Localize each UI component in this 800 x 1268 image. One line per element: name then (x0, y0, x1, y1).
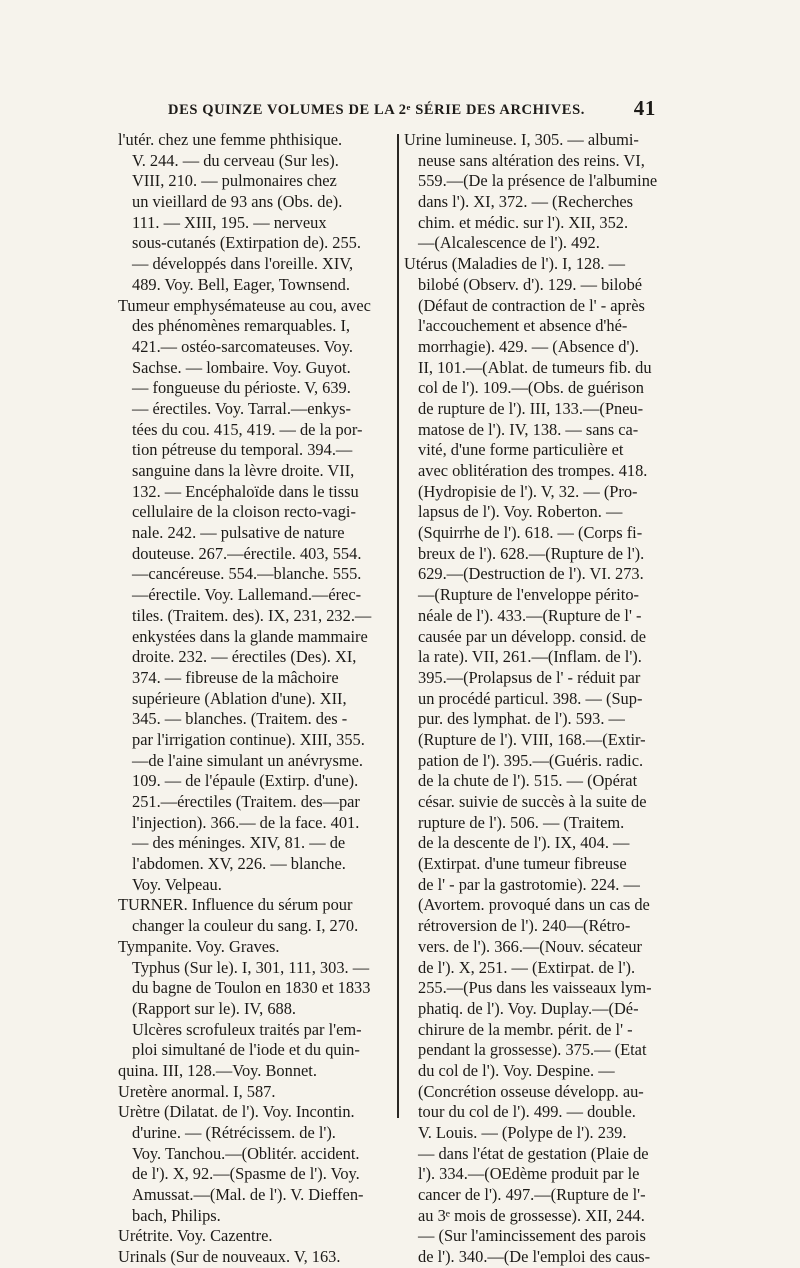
column-divider (397, 134, 399, 1118)
index-line: neuse sans altération des reins. VI, (418, 150, 645, 170)
index-line: rétroversion de l'). 240—(Rétro- (418, 916, 631, 936)
index-line: matose de l'). IV, 138. — sans ca- (418, 419, 639, 439)
index-line: droite. 232. — érectiles (Des). XI, (132, 647, 357, 667)
index-line: — (Sur l'amincissement des parois (418, 1226, 646, 1246)
index-line: quina. III, 128.—Voy. Bonnet. (118, 1060, 317, 1080)
index-line: rupture de l'). 506. — (Traitem. (418, 812, 625, 832)
index-line: (Concrétion osseuse développ. au- (418, 1081, 644, 1101)
index-line: de l'). X, 251. — (Extirpat. de l'). (418, 957, 636, 977)
index-line: de l' - par la gastrotomie). 224. — (418, 874, 640, 894)
index-line: avec oblitération des trompes. 418. (418, 461, 648, 480)
index-line: 132. — Encéphaloïde dans le tissu (132, 481, 359, 501)
index-line: de rupture de l'). III, 133.—(Pneu- (418, 398, 644, 418)
index-line: l'utér. chez une femme phthisique. (118, 130, 343, 149)
index-line: la rate). VII, 261.—(Inflam. de l'). (418, 647, 642, 667)
index-line: bach, Philips. (132, 1205, 221, 1225)
index-line: Urétrite. Voy. Cazentre. (118, 1226, 273, 1246)
index-line: 629.—(Destruction de l'). VI. 273. (418, 564, 644, 584)
index-line: — fongueuse du périoste. V, 639. (132, 378, 351, 398)
index-line: causée par un développ. consid. de (418, 626, 647, 646)
index-line: un vieillard de 93 ans (Obs. de). (132, 192, 343, 212)
index-line: —(Alcalescence de l'). 492. (418, 233, 600, 253)
index-line: vers. de l'). 366.—(Nouv. sécateur (418, 936, 643, 956)
index-line: pur. des lymphat. de l'). 593. — (418, 709, 625, 729)
index-line: pendant la grossesse). 375.— (Etat (418, 1040, 647, 1060)
index-line: chirure de la membr. périt. de l' - (418, 1019, 633, 1039)
index-line: — développés dans l'oreille. XIV, (132, 254, 354, 274)
index-line: cancer de l'). 497.—(Rupture de l'- (418, 1185, 646, 1205)
index-line: au 3ᵉ mois de grossesse). XII, 244. (418, 1205, 645, 1225)
index-line: —(Rupture de l'enveloppe périto- (418, 585, 639, 605)
index-line: breux de l'). 628.—(Rupture de l'). (418, 543, 645, 563)
index-line: douteuse. 267.—érectile. 403, 554. (132, 543, 362, 563)
index-line: enkystées dans la glande mammaire (132, 626, 368, 646)
index-line: 111. — XIII, 195. — nerveux (132, 212, 327, 232)
index-line: ploi simultané de l'iode et du quin- (132, 1040, 360, 1060)
index-line: changer la couleur du sang. I, 270. (132, 916, 359, 936)
index-line: 109. — de l'épaule (Extirp. d'une). (132, 771, 359, 791)
index-line: 255.—(Pus dans les vaisseaux lym- (418, 978, 652, 998)
index-line: TURNER. Influence du sérum pour (118, 895, 353, 915)
index-line: tiles. (Traitem. des). IX, 231, 232.— (132, 605, 372, 625)
index-line: sous-cutanés (Extirpation de). 255. (132, 233, 361, 253)
index-line: (Rapport sur le). IV, 688. (132, 998, 297, 1018)
index-line: cellulaire de la cloison recto-vagi- (132, 502, 356, 522)
index-line: de l'). 340.—(De l'emploi des caus- (418, 1247, 651, 1267)
index-line: du col de l'). Voy. Despine. — (418, 1060, 615, 1080)
index-line: chim. et médic. sur l'). XII, 352. (418, 212, 629, 232)
index-line: Urètre (Dilatat. de l'). Voy. Incontin. (118, 1102, 355, 1122)
index-line: (Squirrhe de l'). 618. — (Corps fi- (418, 523, 643, 543)
index-line: Tympanite. Voy. Graves. (118, 936, 280, 956)
index-line: césar. suivie de succès à la suite de (418, 792, 647, 811)
index-line: 559.—(De la présence de l'albumine (418, 171, 658, 191)
index-line: —érectile. Voy. Lallemand.—érec- (132, 585, 362, 605)
running-header (118, 96, 656, 126)
index-line: l'). 334.—(OEdème produit par le (418, 1164, 640, 1184)
index-line: Voy. Tanchou.—(Oblitér. accident. (132, 1143, 360, 1163)
index-line: 374. — fibreuse de la mâchoire (132, 667, 339, 687)
index-line: l'injection). 366.— de la face. 401. (132, 812, 360, 832)
index-line: d'urine. — (Rétrécissem. de l'). (132, 1123, 336, 1142)
index-line: (Rupture de l'). VIII, 168.—(Extir- (418, 729, 646, 749)
index-line: tour du col de l'). 499. — double. (418, 1102, 636, 1122)
index-line: tées du cou. 415, 419. — de la por- (132, 419, 363, 439)
index-line: Sachse. — lombaire. Voy. Guyot. (132, 357, 351, 377)
index-column-right (404, 130, 676, 1267)
index-line: Amussat.—(Mal. de l'). V. Dieffen- (132, 1185, 364, 1205)
index-line: VIII, 210. — pulmonaires chez (132, 171, 337, 191)
index-line: —de l'aine simulant un anévrysme. (132, 750, 363, 770)
index-line: 251.—érectiles (Traitem. des—par (132, 792, 360, 811)
index-line: (Défaut de contraction de l' - après (418, 295, 645, 315)
index-line: de la descente de l'). IX, 404. — (418, 833, 630, 853)
index-line: — érectiles. Voy. Tarral.—enkys- (132, 398, 352, 418)
index-line: de la chute de l'). 515. — (Opérat (418, 771, 638, 791)
index-line: 489. Voy. Bell, Eager, Townsend. (132, 274, 350, 294)
index-line: V. 244. — du cerveau (Sur les). (132, 150, 339, 170)
index-line: 345. — blanches. (Traitem. des - (132, 709, 348, 729)
index-line: (Hydropisie de l'). V, 32. — (Pro- (418, 481, 638, 501)
index-line: l'accouchement et absence d'hé- (418, 316, 628, 336)
index-line: l'abdomen. XV, 226. — blanche. (132, 854, 346, 874)
index-line: Uretère anormal. I, 587. (118, 1081, 276, 1101)
index-line: phatiq. de l'). Voy. Duplay.—(Dé- (418, 998, 639, 1018)
index-line: Ulcères scrofuleux traités par l'em- (132, 1019, 362, 1039)
index-line: —cancéreuse. 554.—blanche. 555. (132, 564, 362, 584)
index-line: 395.—(Prolapsus de l' - réduit par (418, 667, 641, 687)
index-line: bilobé (Observ. d'). 129. — bilobé (418, 274, 643, 294)
index-line: lapsus de l'). Voy. Roberton. — (418, 502, 623, 522)
index-line: un procédé particul. 398. — (Sup- (418, 688, 643, 708)
page-number: 41 (633, 96, 656, 120)
index-line: tion pétreuse du temporal. 394.— (132, 440, 353, 460)
index-line: V. Louis. — (Polype de l'). 239. (418, 1123, 627, 1142)
index-line: Voy. Velpeau. (132, 874, 222, 894)
index-line: supérieure (Ablation d'une). XII, (132, 688, 347, 708)
index-line: vité, d'une forme particulière et (418, 440, 624, 460)
index-line: — des méninges. XIV, 81. — de (132, 833, 346, 853)
index-line: 421.— ostéo-sarcomateuses. Voy. (132, 336, 353, 356)
index-line: Urine lumineuse. I, 305. — albumi- (404, 130, 639, 149)
index-line: Typhus (Sur le). I, 301, 111, 303. — (132, 957, 370, 977)
index-line: nale. 242. — pulsative de nature (132, 523, 345, 543)
index-line: dans l'). XI, 372. — (Recherches (418, 192, 634, 212)
index-line: néale de l'). 433.—(Rupture de l' - (418, 605, 642, 625)
index-column-left (118, 130, 390, 1267)
index-line: du bagne de Toulon en 1830 et 1833 (132, 978, 371, 998)
index-line: (Avortem. provoqué dans un cas de (418, 895, 650, 915)
index-line: pation de l'). 395.—(Guéris. radic. (418, 750, 644, 770)
index-line: sanguine dans la lèvre droite. VII, (132, 461, 355, 480)
index-line: des phénomènes remarquables. I, (132, 316, 351, 336)
index-line: Utérus (Maladies de l'). I, 128. — (404, 254, 625, 274)
index-line: morrhagie). 429. — (Absence d'). (418, 336, 639, 356)
index-line: par l'irrigation continue). XIII, 355. (132, 729, 365, 749)
index-line: II, 101.—(Ablat. de tumeurs fib. du (418, 357, 652, 377)
index-line: — dans l'état de gestation (Plaie de (418, 1143, 649, 1163)
index-line: Urinals (Sur de nouveaux. V, 163. (118, 1247, 341, 1267)
index-line: Tumeur emphysémateuse au cou, avec (118, 295, 371, 315)
running-title: DES QUINZE VOLUMES DE LA 2ᵉ SÉRIE DES ARCHIVES. (168, 102, 585, 118)
index-line: col de l'). 109.—(Obs. de guérison (418, 378, 645, 398)
index-line: (Extirpat. d'une tumeur fibreuse (418, 854, 627, 874)
index-line: de l'). X, 92.—(Spasme de l'). Voy. (132, 1164, 360, 1184)
